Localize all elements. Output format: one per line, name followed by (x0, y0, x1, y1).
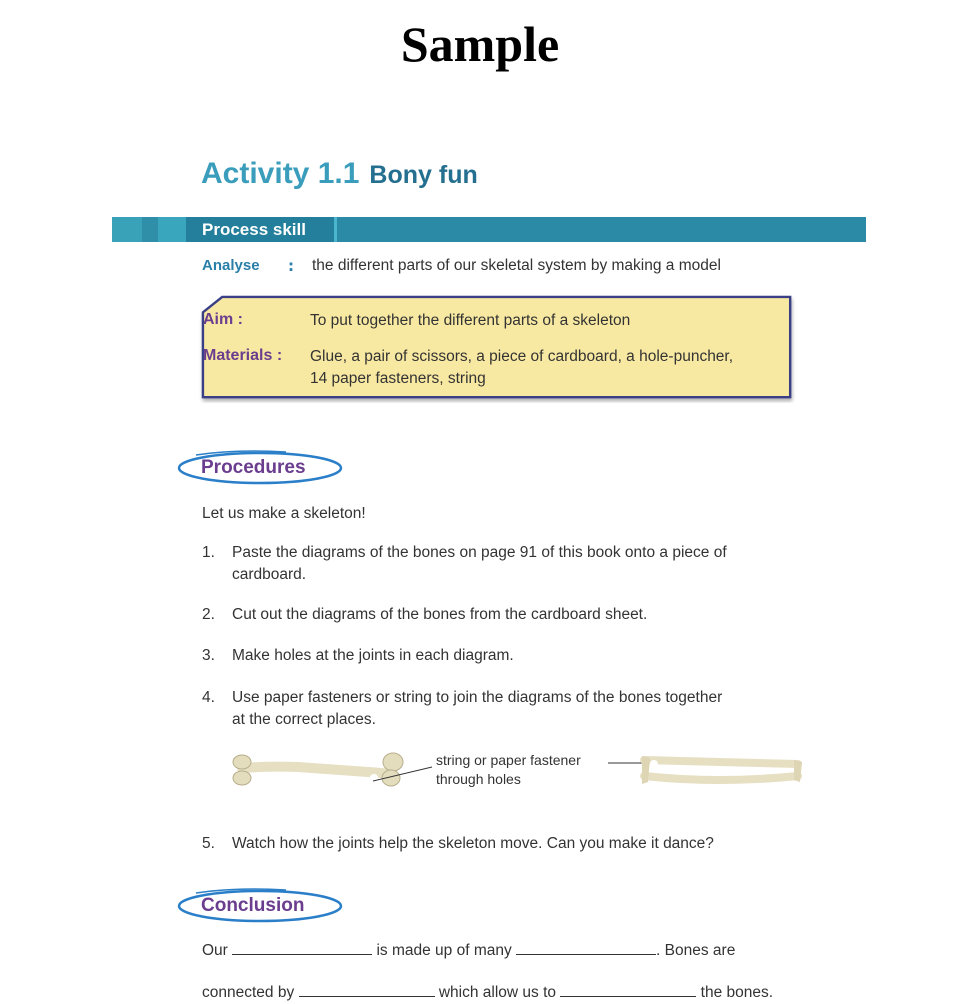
callout-text: string or paper fastener through holes (436, 752, 581, 787)
analyse-label: Analyse (202, 257, 260, 274)
blank-field[interactable] (299, 982, 435, 997)
activity-title (201, 152, 478, 197)
analyse-text: the different parts of our skeletal system by making a model (312, 257, 721, 274)
process-skill-heading: Process skill (202, 220, 306, 239)
materials-line-2: 14 paper fasteners, string (310, 370, 486, 387)
step-number: 5. (202, 835, 215, 852)
step-2 (202, 604, 802, 626)
blank-field[interactable] (516, 940, 656, 955)
activity-name: Bony fun (369, 161, 478, 189)
step-5 (202, 833, 802, 855)
step-number: 4. (202, 689, 215, 706)
aim-label: Aim : (203, 311, 243, 328)
step-text: Paste the diagrams of the bones on page 91 of this book onto a piece of cardboard. (232, 544, 727, 583)
step-text: Make holes at the joints in each diagram. (232, 647, 514, 664)
procedures-heading: Procedures (201, 457, 306, 478)
blank-field[interactable] (232, 940, 372, 955)
conclusion-heading: Conclusion (201, 895, 305, 916)
process-skill-bar (112, 217, 866, 242)
conclusion-line-2: connected by which allow us to the bones. (202, 984, 774, 1001)
materials-text (310, 346, 800, 390)
step-text: Cut out the diagrams of the bones from the cardboard sheet. (232, 606, 648, 623)
radius-ulna-bone-illustration (638, 752, 806, 792)
materials-label: Materials : (203, 347, 283, 364)
step-number: 1. (202, 544, 215, 561)
aim-text: To put together the different parts of a skeleton (310, 312, 631, 329)
sample-watermark: Sample (400, 16, 560, 72)
step-1 (202, 542, 802, 586)
step-4 (202, 687, 802, 731)
step-3 (202, 645, 802, 667)
step-text: Use paper fasteners or string to join the diagrams of the bones together at the correct places. (232, 689, 723, 728)
activity-number: Activity 1.1 (201, 157, 360, 190)
analyse-colon: : (288, 257, 294, 275)
callout-line-left (370, 764, 440, 784)
blank-field[interactable] (560, 982, 696, 997)
materials-line-1: Glue, a pair of scissors, a piece of cardboard, a hole-puncher, (310, 348, 734, 365)
step-number: 3. (202, 647, 215, 664)
step-number: 2. (202, 606, 215, 623)
procedures-intro: Let us make a skeleton! (202, 505, 366, 522)
step-text: Watch how the joints help the skeleton move. Can you make it dance? (232, 835, 714, 852)
conclusion-line-1: Our is made up of many . Bones are (202, 942, 736, 959)
